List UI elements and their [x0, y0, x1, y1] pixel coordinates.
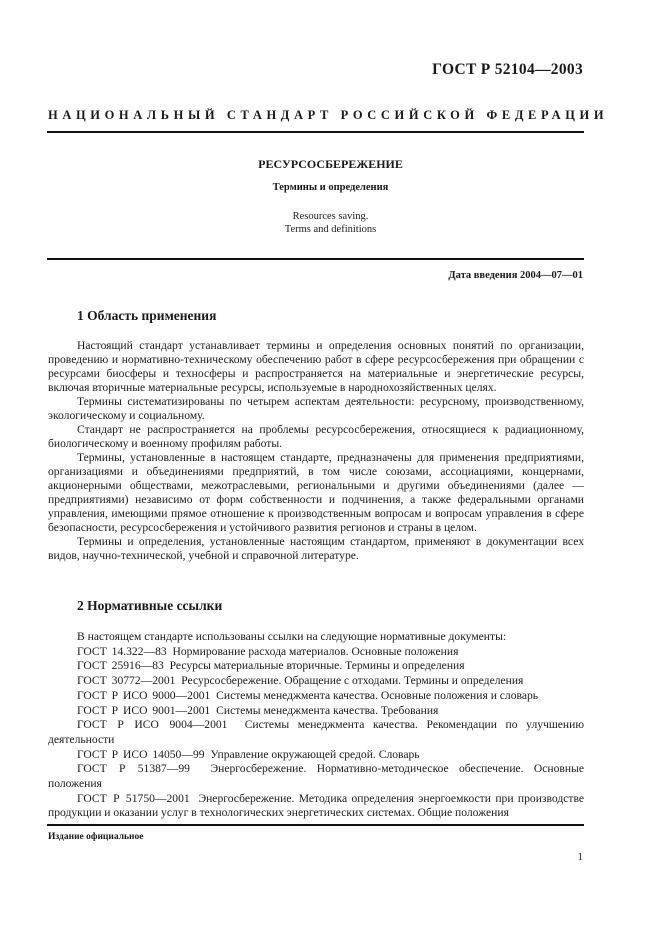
reference-item	[48, 674, 584, 689]
reference-item	[48, 762, 584, 791]
reference-title: Системы менеджмента качества. Требования	[216, 703, 439, 717]
reference-code: ГОСТ Р ИСО 14050—99	[77, 747, 205, 761]
national-standard-title: НАЦИОНАЛЬНЫЙ СТАНДАРТ РОССИЙСКОЙ ФЕДЕРАЦИИ	[48, 108, 609, 122]
paragraph: Термины, установленные в настоящем стандарте, предназначены для применения предприятиями, организациями и объединениями предприятий, в том числе союзами, ассоциациями, концернами, акционерными обществами, межотраслевыми, региональными и другими объединениями (далее — предприятиями) независимо от форм собственности и подчинения, а также федеральными органами управления, имеющими прямое отношение к производственным вопросам и вопросам управления в сфере безопасности, ресурсосбережения и устойчивого развития регионов и страны в целом.	[48, 451, 584, 534]
english-title	[0, 210, 661, 236]
paragraph: Термины и определения, установленные настоящим стандартом, применяют в документации всех видов, научно-технической, учебной и справочной литературе.	[48, 535, 584, 562]
paragraph: Термины систематизированы по четырем аспектам деятельности: ресурсному, производственному, экологическому и социальному.	[48, 395, 584, 422]
paragraph: Настоящий стандарт устанавливает термины и определения основных понятий по организации, проведению и нормативно-техническому обеспечению работ в сфере ресурсосбережения при обращении с ресурсами биосферы и техносферы и распространяется на материальные и энергетические ресурсы, включая вторичные материальные ресурсы, используемые в народнохозяйственных целях.	[48, 339, 584, 394]
gost-code: ГОСТ Р 52104—2003	[432, 61, 583, 78]
reference-code: ГОСТ Р 51387—99	[77, 762, 190, 776]
reference-code: ГОСТ 30772—2001	[77, 674, 176, 688]
page-number: 1	[577, 851, 583, 863]
title-rule	[47, 258, 584, 260]
reference-code: ГОСТ 14.322—83	[77, 644, 167, 658]
reference-code: ГОСТ 25916—83	[77, 659, 164, 673]
english-title-line2: Terms and definitions	[284, 224, 377, 235]
reference-item	[48, 659, 584, 674]
reference-item	[48, 718, 584, 747]
section-1-body	[48, 339, 584, 563]
reference-code: ГОСТ Р ИСО 9001—2001	[77, 703, 211, 717]
reference-item	[48, 689, 584, 704]
reference-title: Энергосбережение. Методика определения энергоемкости при производстве продукции и оказании услуг в технологических энергетических системах. Общие положения	[48, 791, 584, 820]
edition-label: Издание официальное	[48, 832, 144, 842]
paragraph: Стандарт не распространяется на проблемы ресурсосбережения, относящиеся к радиационному, биологическому и военному профилям работы.	[48, 423, 584, 450]
reference-item	[48, 748, 584, 763]
reference-title: Нормирование расхода материалов. Основные положения	[172, 644, 459, 658]
document-title: РЕСУРСОСБЕРЕЖЕНИЕ	[258, 157, 403, 171]
references-list	[48, 630, 584, 821]
reference-title: Управление окружающей средой. Словарь	[210, 747, 420, 761]
reference-code: ГОСТ Р ИСО 9004—2001	[77, 718, 228, 732]
section-1-heading: 1 Область применения	[77, 308, 217, 323]
footer-rule	[47, 824, 584, 826]
reference-title: Системы менеджмента качества. Основные положения и словарь	[216, 688, 539, 702]
reference-title: Системы менеджмента качества. Рекомендации по улучшению деятельности	[48, 718, 585, 746]
reference-item	[48, 704, 584, 719]
reference-title: Ресурсы материальные вторичные. Термины и определения	[169, 659, 465, 673]
reference-title: Ресурсосбережение. Обращение с отходами. Термины и определения	[181, 674, 524, 688]
reference-item	[48, 645, 584, 660]
reference-item	[48, 792, 584, 821]
references-intro: В настоящем стандарте использованы ссылки на следующие нормативные документы:	[77, 630, 507, 643]
top-rule	[47, 131, 584, 133]
english-title-line1: Resources saving.	[292, 211, 369, 222]
reference-code: ГОСТ Р ИСО 9000—2001	[77, 688, 211, 702]
reference-title: Энергосбережение. Нормативно-методическое обеспечение. Основные положения	[48, 762, 584, 791]
intro-date: Дата введения 2004—07—01	[448, 270, 583, 281]
document-subtitle: Термины и определения	[272, 182, 389, 193]
section-2-heading: 2 Нормативные ссылки	[77, 598, 223, 613]
reference-code: ГОСТ Р 51750—2001	[77, 791, 190, 805]
